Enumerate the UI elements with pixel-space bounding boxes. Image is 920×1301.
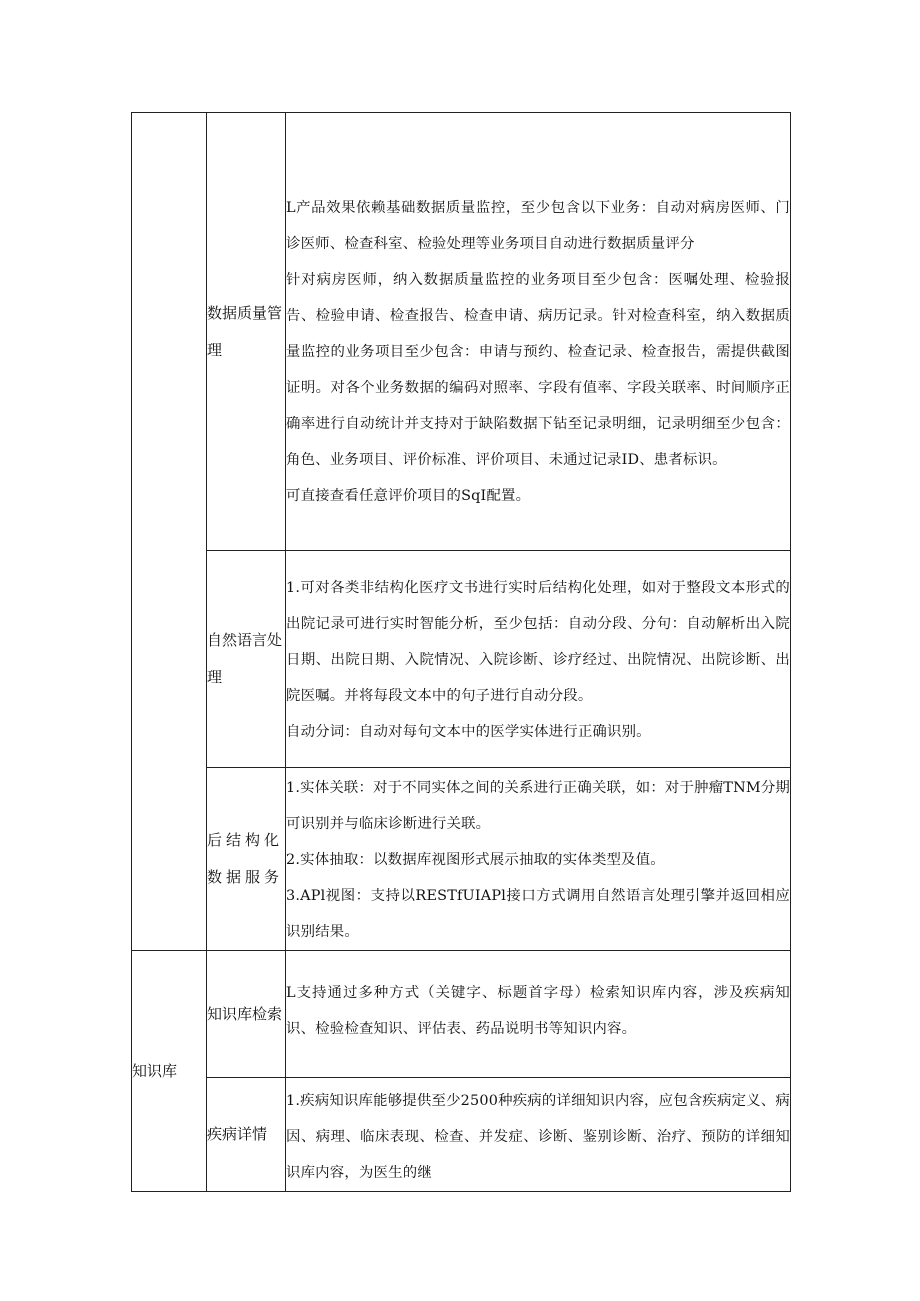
table-row [132, 1078, 791, 1192]
description-paragraph: 可直接查看任意评价项目的SqI配置。 [286, 488, 531, 504]
table-row [132, 951, 791, 1078]
description-paragraph: L产品效果依赖基础数据质量监控，至少包含以下业务：自动对病房医师、门诊医师、检查科室、检验处理等业务项目自动进行数据质量评分 [286, 200, 790, 252]
subcategory-cell [207, 113, 286, 551]
description-paragraph: 3.APl视图：支持以RESTfUIAPl接口方式调用自然语言处理引擎并返回相应识别结果。 [286, 888, 790, 940]
description-paragraph: 2.实体抽取：以数据库视图形式展示抽取的实体类型及值。 [286, 852, 665, 868]
description-paragraph: 针对病房医师，纳入数据质量监控的业务项目至少包含：医嘱处理、检验报告、检验申请、检查报告、检查申请、病历记录。针对检查科室，纳入数据质量监控的业务项目至少包含：申请与预约、检查记录、检查报告，需提供截图证明。对各个业务数据的编码对照率、字段有值率、字段关联率、时间顺序正确率进行自动统计并支持对于缺陷数据下钻至记录明细，记录明细至少包含：角色、业务项目、评价标准、评价项目、未通过记录ID、患者标识。 [286, 272, 790, 468]
description-cell [286, 1078, 791, 1192]
subcategory-label: 自然语言处理 [207, 631, 283, 686]
specification-table [131, 112, 791, 1192]
description-paragraph: 1.可对各类非结构化医疗文书进行实时后结构化处理，如对于整段文本形式的出院记录可进行实时智能分析，至少包括：自动分段、分句：自动解析出入院日期、出院日期、入院情况、入院诊断、诊疗经过、出院情况、出院诊断、出院医嘱。并将每段文本中的句子进行自动分段。 [286, 580, 790, 704]
subcategory-cell [207, 951, 286, 1078]
description-cell [286, 951, 791, 1078]
category-cell [132, 951, 207, 1192]
subcategory-label: 后结构化数据服务 [207, 831, 284, 886]
subcategory-cell [207, 551, 286, 768]
subcategory-label: 数据质量管理 [207, 303, 283, 359]
subcategory-cell [207, 768, 286, 951]
table-row [132, 768, 791, 951]
table-row [132, 113, 791, 551]
subcategory-label: 知识库检索 [207, 1004, 283, 1023]
subcategory-label: 疾病详情 [207, 1125, 268, 1143]
table-row [132, 551, 791, 768]
description-paragraph: 1.实体关联：对于不同实体之间的关系进行正确关联，如：对于肿瘤TNM分期可识别并与临床诊断进行关联。 [286, 780, 790, 832]
description-cell [286, 551, 791, 768]
category-cell [132, 113, 207, 951]
description-paragraph: 1.疾病知识库能够提供至少2500种疾病的详细知识内容，应包含疾病定义、病因、病理、临床表现、检查、并发症、诊断、鉴别诊断、治疗、预防的详细知识库内容，为医生的继 [286, 1093, 790, 1181]
description-paragraph: 自动分词：自动对每句文本中的医学实体进行正确识别。 [286, 724, 651, 740]
description-paragraph: L支持通过多种方式（关键字、标题首字母）检索知识库内容，涉及疾病知识、检验检查知识、评估表、药品说明书等知识内容。 [286, 985, 790, 1037]
subcategory-cell [207, 1078, 286, 1192]
description-cell [286, 768, 791, 951]
category-label: 知识库 [132, 1062, 178, 1080]
description-cell [286, 113, 791, 551]
